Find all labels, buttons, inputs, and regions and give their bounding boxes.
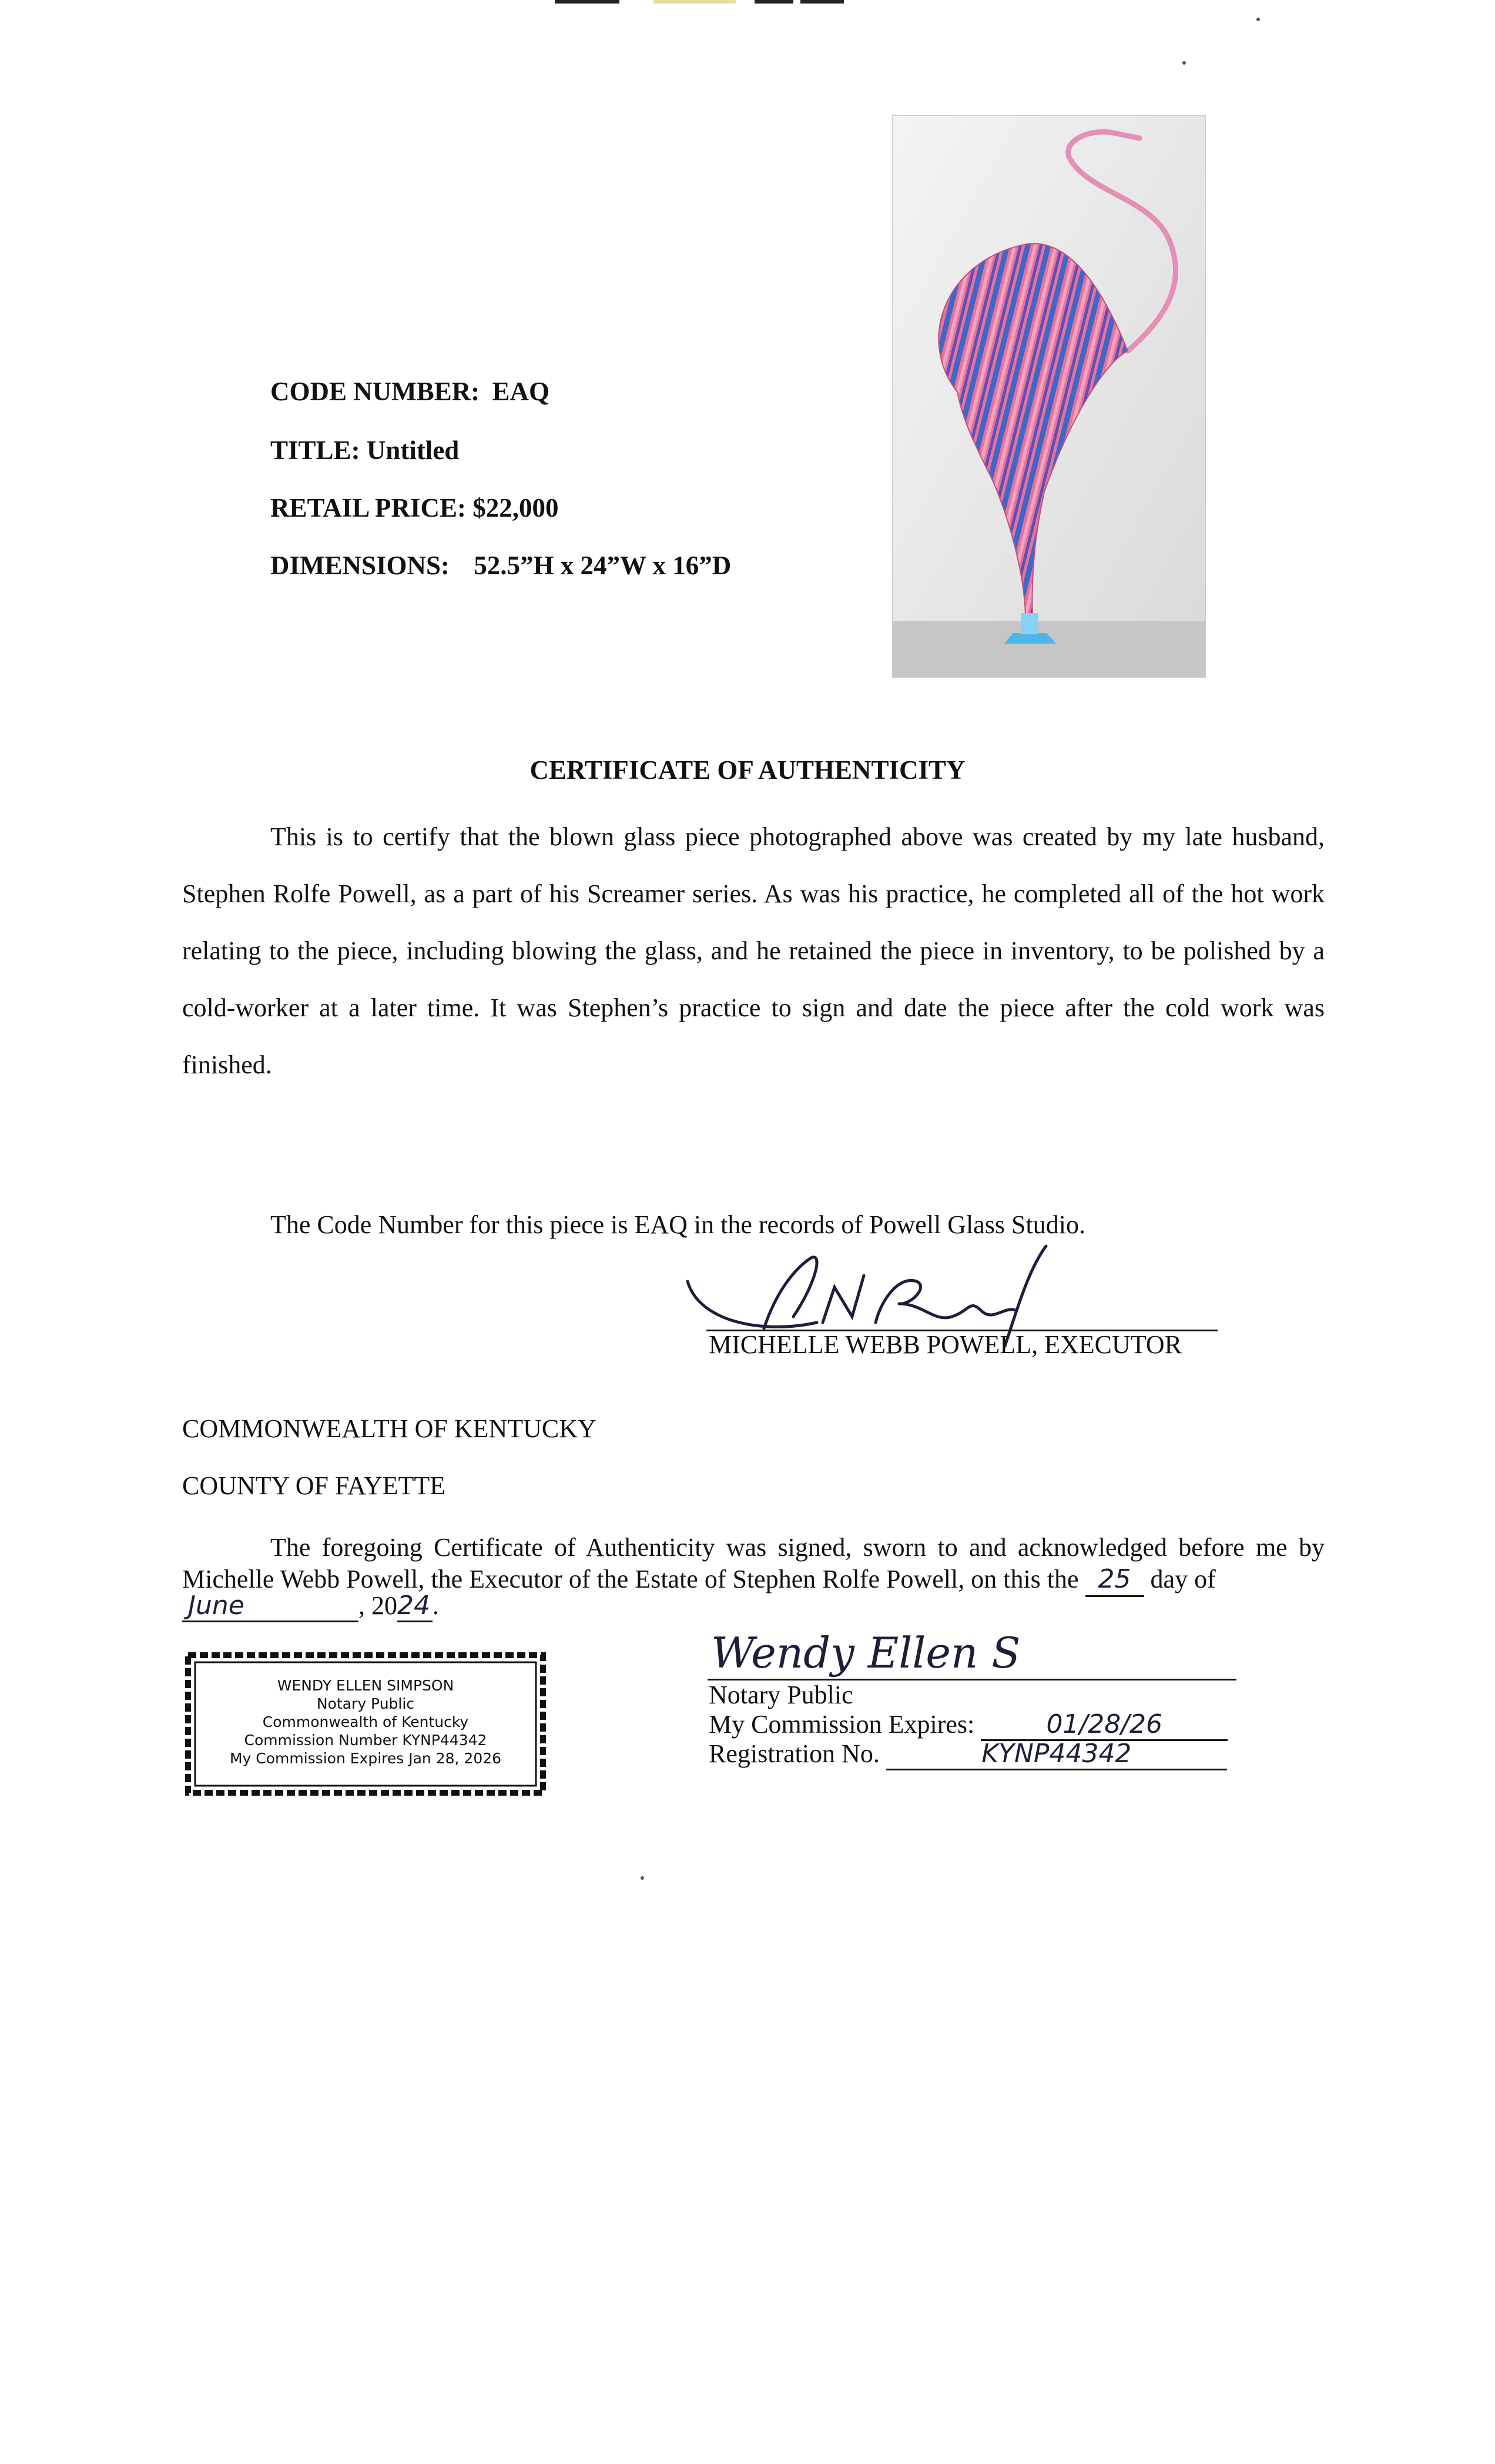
registration-handwritten: KYNP44342 (886, 1739, 1227, 1770)
title-label: TITLE: (270, 436, 360, 465)
stamp-title: Notary Public (316, 1695, 415, 1712)
year-handwritten: 24 (397, 1591, 433, 1622)
scan-mark (555, 0, 619, 4)
executor-caption: MICHELLE WEBB POWELL, EXECUTOR (709, 1330, 1182, 1359)
code-statement: The Code Number for this piece is EAQ in the records of Powell Glass Studio. (270, 1210, 1085, 1239)
year-prefix: , 20 (358, 1591, 397, 1620)
scan-speck (1256, 18, 1260, 21)
scan-speck (1182, 61, 1186, 65)
title-line (270, 435, 459, 466)
retail-price-label: RETAIL PRICE: (270, 493, 466, 523)
registration-label: Registration No. (709, 1739, 880, 1768)
code-number-value: EAQ (492, 377, 550, 406)
notary-public-label: Notary Public (709, 1680, 853, 1709)
month-handwritten: June (182, 1591, 358, 1622)
stamp-text (183, 1676, 548, 1767)
title-value: Untitled (366, 436, 460, 465)
day-suffix: day of (1150, 1565, 1216, 1593)
artwork-photo (892, 115, 1206, 678)
dimensions-value: 52.5”H x 24”W x 16”D (474, 551, 732, 580)
dimensions-line (270, 550, 731, 581)
scan-speck (641, 1876, 644, 1880)
registration-line (709, 1739, 1227, 1770)
stamp-name: WENDY ELLEN SIMPSON (277, 1677, 454, 1694)
date-line (182, 1591, 439, 1622)
dimensions-label: DIMENSIONS: (270, 551, 450, 580)
notary-stamp (183, 1651, 548, 1797)
certificate-body: This is to certify that the blown glass piece photographed above was created by my late husband, Stephen Rolfe Powell, as a part of his Screamer series. As was his practice, he completed all of the hot work relating to the piece, including blowing the glass, and he retained the piece in inventory, to be polished by a cold-worker at a later time. It was Stephen’s practice to sign and date the piece after the cold work was finished. (182, 822, 1325, 1079)
notarization-statement-text: The foregoing Certificate of Authenticity was signed, sworn to and acknowledged before me by Michelle Webb Powell, the Executor of the Estate of Stephen Rolfe Powell, on this the (182, 1533, 1325, 1593)
notarization-statement (182, 1532, 1325, 1597)
commission-expires-label: My Commission Expires: (709, 1710, 975, 1739)
day-handwritten: 25 (1085, 1564, 1144, 1597)
stamp-commission-number: Commission Number KYNP44342 (244, 1732, 487, 1749)
certificate-heading: CERTIFICATE OF AUTHENTICITY (529, 755, 966, 785)
scan-mark (755, 0, 793, 4)
stamp-expires: My Commission Expires Jan 28, 2026 (229, 1750, 502, 1767)
county-line: COUNTY OF FAYETTE (182, 1471, 446, 1500)
notary-signature: Wendy Ellen S (711, 1628, 1021, 1678)
retail-price-value: $22,000 (472, 493, 559, 523)
scan-mark (800, 0, 844, 4)
scan-mark (653, 0, 736, 4)
state-line: COMMONWEALTH OF KENTUCKY (182, 1414, 596, 1443)
code-number-label: CODE NUMBER: (270, 377, 480, 406)
commission-expires-line (709, 1709, 1228, 1741)
commission-expires-handwritten: 01/28/26 (981, 1709, 1228, 1741)
year-suffix: . (433, 1591, 439, 1620)
stamp-state: Commonwealth of Kentucky (262, 1713, 469, 1730)
code-number-line (270, 376, 549, 407)
retail-price-line (270, 493, 558, 523)
